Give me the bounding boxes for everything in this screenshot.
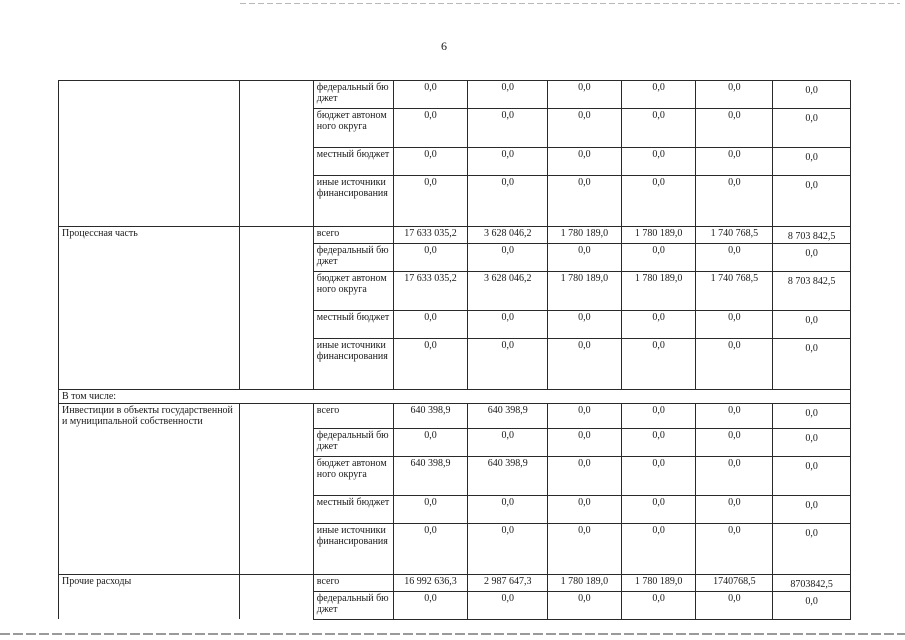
funding-source-cell: бюджет автономного округа — [313, 272, 393, 311]
value-cell: 640 398,9 — [468, 456, 548, 495]
value-cell: 0,0 — [393, 244, 468, 272]
value-cell: 0,0 — [773, 244, 851, 272]
value-cell: 0,0 — [548, 591, 622, 619]
value-cell: 640 398,9 — [393, 404, 468, 429]
value-cell: 0,0 — [621, 176, 696, 227]
value-cell: 0,0 — [621, 311, 696, 339]
value-cell: 0,0 — [621, 523, 696, 574]
funding-source-cell: федеральный бюджет — [313, 428, 393, 456]
value-cell: 8 703 842,5 — [773, 227, 851, 244]
value-cell: 1 740 768,5 — [696, 227, 773, 244]
value-cell: 1 780 189,0 — [621, 574, 696, 591]
table-row — [59, 404, 851, 429]
funding-source-cell: всего — [313, 227, 393, 244]
value-cell: 0,0 — [393, 339, 468, 390]
value-cell: 0,0 — [773, 176, 851, 227]
value-cell: 3 628 046,2 — [468, 272, 548, 311]
value-cell: 1 780 189,0 — [548, 272, 622, 311]
value-cell: 0,0 — [696, 109, 773, 148]
funding-source-cell: местный бюджет — [313, 148, 393, 176]
funding-source-cell: всего — [313, 574, 393, 591]
value-cell: 0,0 — [393, 428, 468, 456]
value-cell: 640 398,9 — [468, 404, 548, 429]
value-cell: 0,0 — [621, 428, 696, 456]
category-cell — [59, 523, 240, 574]
value-cell: 0,0 — [696, 311, 773, 339]
category-cell — [59, 311, 240, 339]
value-cell: 0,0 — [468, 109, 548, 148]
empty-cell — [240, 272, 314, 311]
table-row — [59, 109, 851, 148]
value-cell: 0,0 — [621, 456, 696, 495]
value-cell: 0,0 — [696, 81, 773, 109]
value-cell: 0,0 — [696, 244, 773, 272]
category-cell — [59, 272, 240, 311]
table-row — [59, 456, 851, 495]
table-row — [59, 591, 851, 619]
funding-source-cell: федеральный бюджет — [313, 591, 393, 619]
funding-source-cell: иные источники финансирования — [313, 176, 393, 227]
value-cell: 0,0 — [621, 81, 696, 109]
value-cell: 0,0 — [548, 339, 622, 390]
value-cell: 0,0 — [393, 591, 468, 619]
scan-artifact-bottom — [0, 633, 905, 635]
value-cell: 0,0 — [548, 244, 622, 272]
empty-cell — [240, 227, 314, 244]
value-cell: 0,0 — [468, 148, 548, 176]
table-row — [59, 311, 851, 339]
value-cell: 0,0 — [548, 148, 622, 176]
value-cell: 0,0 — [773, 311, 851, 339]
empty-cell — [240, 176, 314, 227]
empty-cell — [240, 495, 314, 523]
table-row — [59, 339, 851, 390]
value-cell: 0,0 — [393, 148, 468, 176]
value-cell: 0,0 — [696, 428, 773, 456]
value-cell: 0,0 — [696, 404, 773, 429]
section-row — [59, 390, 851, 404]
value-cell: 0,0 — [468, 495, 548, 523]
funding-source-cell: бюджет автономного округа — [313, 456, 393, 495]
value-cell: 0,0 — [548, 428, 622, 456]
category-cell — [59, 176, 240, 227]
empty-cell — [240, 574, 314, 591]
empty-cell — [240, 591, 314, 619]
value-cell: 3 628 046,2 — [468, 227, 548, 244]
funding-source-cell: местный бюджет — [313, 311, 393, 339]
scan-artifact-top — [240, 3, 900, 4]
table-row — [59, 272, 851, 311]
value-cell: 0,0 — [468, 339, 548, 390]
value-cell: 0,0 — [696, 495, 773, 523]
value-cell: 0,0 — [696, 523, 773, 574]
funding-source-cell: иные источники финансирования — [313, 339, 393, 390]
value-cell: 0,0 — [548, 523, 622, 574]
value-cell: 1 740 768,5 — [696, 272, 773, 311]
table-row — [59, 523, 851, 574]
value-cell: 0,0 — [548, 404, 622, 429]
value-cell: 0,0 — [621, 404, 696, 429]
value-cell: 0,0 — [773, 591, 851, 619]
table-row — [59, 81, 851, 109]
value-cell: 0,0 — [696, 456, 773, 495]
empty-cell — [240, 523, 314, 574]
value-cell: 8703842,5 — [773, 574, 851, 591]
value-cell: 0,0 — [468, 81, 548, 109]
value-cell: 0,0 — [393, 109, 468, 148]
funding-source-cell: местный бюджет — [313, 495, 393, 523]
budget-table — [58, 80, 851, 620]
value-cell: 0,0 — [468, 428, 548, 456]
category-cell: Прочие расходы — [59, 574, 240, 591]
empty-cell — [240, 311, 314, 339]
value-cell: 0,0 — [696, 176, 773, 227]
value-cell: 0,0 — [548, 311, 622, 339]
page-number: 6 — [441, 39, 447, 53]
value-cell: 1 780 189,0 — [621, 227, 696, 244]
value-cell: 0,0 — [773, 523, 851, 574]
value-cell: 0,0 — [621, 495, 696, 523]
value-cell: 2 987 647,3 — [468, 574, 548, 591]
funding-source-cell: иные источники финансирования — [313, 523, 393, 574]
category-cell — [59, 244, 240, 272]
value-cell: 16 992 636,3 — [393, 574, 468, 591]
value-cell: 0,0 — [621, 244, 696, 272]
value-cell: 1 780 189,0 — [548, 574, 622, 591]
value-cell: 0,0 — [548, 109, 622, 148]
value-cell: 0,0 — [393, 523, 468, 574]
value-cell: 0,0 — [773, 428, 851, 456]
value-cell: 0,0 — [393, 81, 468, 109]
category-cell — [59, 109, 240, 148]
value-cell: 0,0 — [773, 148, 851, 176]
value-cell: 1740768,5 — [696, 574, 773, 591]
table-row — [59, 244, 851, 272]
funding-source-cell: федеральный бюджет — [313, 244, 393, 272]
table-row — [59, 176, 851, 227]
funding-source-cell: бюджет автономного округа — [313, 109, 393, 148]
empty-cell — [240, 148, 314, 176]
value-cell: 0,0 — [393, 176, 468, 227]
value-cell: 0,0 — [773, 404, 851, 429]
value-cell: 0,0 — [773, 339, 851, 390]
value-cell: 0,0 — [773, 495, 851, 523]
value-cell: 0,0 — [548, 456, 622, 495]
value-cell: 0,0 — [468, 523, 548, 574]
category-cell — [59, 148, 240, 176]
value-cell: 0,0 — [548, 81, 622, 109]
value-cell: 0,0 — [621, 591, 696, 619]
value-cell: 0,0 — [773, 109, 851, 148]
table-row — [59, 428, 851, 456]
value-cell: 0,0 — [468, 311, 548, 339]
category-cell — [59, 428, 240, 456]
value-cell: 0,0 — [393, 311, 468, 339]
value-cell: 0,0 — [696, 148, 773, 176]
table-row — [59, 148, 851, 176]
funding-source-cell: всего — [313, 404, 393, 429]
value-cell: 1 780 189,0 — [621, 272, 696, 311]
empty-cell — [240, 244, 314, 272]
category-cell: Инвестиции в объекты государственной и муниципальной собственности — [59, 404, 240, 429]
value-cell: 0,0 — [468, 244, 548, 272]
section-label: В том числе: — [59, 390, 851, 404]
funding-source-cell: федеральный бюджет — [313, 81, 393, 109]
category-cell: Процессная часть — [59, 227, 240, 244]
value-cell: 0,0 — [468, 591, 548, 619]
value-cell: 0,0 — [621, 339, 696, 390]
value-cell: 0,0 — [621, 109, 696, 148]
value-cell: 8 703 842,5 — [773, 272, 851, 311]
value-cell: 0,0 — [548, 495, 622, 523]
category-cell — [59, 495, 240, 523]
empty-cell — [240, 339, 314, 390]
empty-cell — [240, 456, 314, 495]
empty-cell — [240, 428, 314, 456]
category-cell — [59, 81, 240, 109]
table-row — [59, 495, 851, 523]
value-cell: 640 398,9 — [393, 456, 468, 495]
value-cell: 0,0 — [696, 591, 773, 619]
category-cell — [59, 591, 240, 619]
value-cell: 0,0 — [393, 495, 468, 523]
value-cell: 0,0 — [773, 81, 851, 109]
value-cell: 0,0 — [696, 339, 773, 390]
value-cell: 0,0 — [773, 456, 851, 495]
value-cell: 17 633 035,2 — [393, 272, 468, 311]
value-cell: 0,0 — [621, 148, 696, 176]
empty-cell — [240, 109, 314, 148]
value-cell: 17 633 035,2 — [393, 227, 468, 244]
table-row — [59, 227, 851, 244]
category-cell — [59, 456, 240, 495]
empty-cell — [240, 81, 314, 109]
category-cell — [59, 339, 240, 390]
table-row — [59, 574, 851, 591]
value-cell: 1 780 189,0 — [548, 227, 622, 244]
value-cell: 0,0 — [468, 176, 548, 227]
empty-cell — [240, 404, 314, 429]
value-cell: 0,0 — [548, 176, 622, 227]
